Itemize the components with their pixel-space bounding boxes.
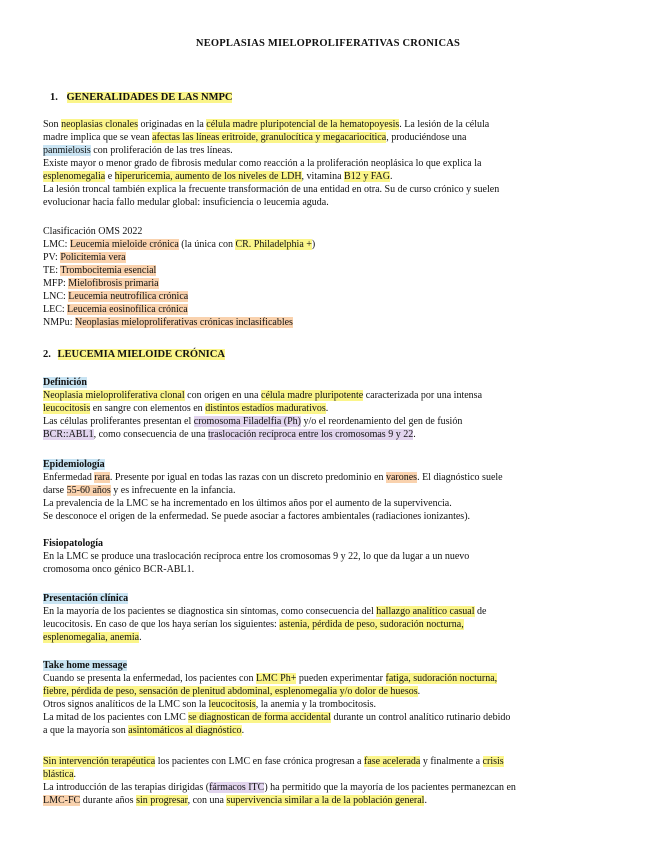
s1-paragraph-line-2 xyxy=(43,131,466,144)
text-run: : xyxy=(69,317,75,328)
text-run: : xyxy=(64,239,70,250)
text-run: Son xyxy=(43,119,62,130)
highlight: Sin intervención terapéutica xyxy=(43,756,156,767)
highlight: astenia, pérdida de peso, sudoración nocturna, xyxy=(279,619,464,630)
takehome-line-1 xyxy=(43,672,497,685)
text-run: los pacientes con LMC en fase crónica progresan a xyxy=(155,756,364,767)
text-run: : xyxy=(61,304,68,315)
text-run: de xyxy=(474,606,487,617)
epidemiologia-line-3: La prevalencia de la LMC se ha incrementado en los últimos años por el aumento de la supervivencia. xyxy=(43,498,452,509)
highlight: sin progresar xyxy=(136,795,188,806)
definicion-line-3 xyxy=(43,415,462,428)
section-1-number: 1. xyxy=(50,92,58,103)
definicion-line-1 xyxy=(43,389,482,402)
takehome-heading xyxy=(43,659,127,672)
text-run: leucocitosis. En caso de que los haya serían los siguientes: xyxy=(43,619,280,630)
text-run: e xyxy=(105,171,115,182)
subheading-label: Take home message xyxy=(43,660,128,671)
text-run: , vitamina xyxy=(301,171,345,182)
text-run: en sangre con elementos en xyxy=(90,403,206,414)
class-name: Trombocitemia esencial xyxy=(60,265,157,276)
class-name: Mielofibrosis primaria xyxy=(68,278,159,289)
section-2-title: LEUCEMIA MIELOIDE CRÓNICA xyxy=(57,349,225,360)
section-2-number: 2. xyxy=(43,349,51,360)
presentacion-line-2 xyxy=(43,618,464,631)
s1-paragraph-line-6: La lesión troncal también explica la frecuente transformación de una entidad en otra. Su de curso crónico y suelen xyxy=(43,184,500,195)
highlight: 55-60 años xyxy=(66,485,111,496)
highlight: fatiga, sudoración nocturna, xyxy=(385,673,498,684)
highlight-b12: B12 y FAG xyxy=(344,171,390,182)
classification-item-te xyxy=(43,264,156,277)
subheading-label: Definición xyxy=(43,377,87,388)
highlight-hiperuricemia: hiperuricemia, aumento de los niveles de LDH xyxy=(114,171,302,182)
text-run: . xyxy=(139,632,142,643)
class-code: LMC xyxy=(43,239,65,250)
epidemiologia-line-4: Se desconoce el origen de la enfermedad. Se puede asociar a factores ambientales (radiaciones ionizantes). xyxy=(43,511,471,522)
fisiopatologia-line-2: cromosoma onco génico BCR-ABL1. xyxy=(43,564,195,575)
definicion-heading xyxy=(43,376,87,389)
highlight: leucocitosis xyxy=(208,699,256,710)
text-run: con proliferación de las tres líneas. xyxy=(90,145,233,156)
classification-heading: Clasificación OMS 2022 xyxy=(43,226,143,237)
class-name: Leucemia eosinofílica crónica xyxy=(67,304,188,315)
text-run: caracterizada por una intensa xyxy=(363,390,483,401)
takehome-line-5 xyxy=(43,724,244,737)
highlight: varones xyxy=(385,472,418,483)
text-run: originadas en la xyxy=(137,119,207,130)
fisiopatologia-line-1: En la LMC se produce una traslocación recíproca entre los cromosomas 9 y 22, lo que da lugar a un nuevo xyxy=(43,551,470,562)
text-run: La introducción de las terapias dirigidas ( xyxy=(43,782,210,793)
highlight-philadelphia: CR. Philadelphia + xyxy=(235,239,312,250)
text-run: . xyxy=(417,686,421,697)
text-run: Las células proliferantes presentan el xyxy=(43,416,194,427)
takehome-line-2 xyxy=(43,685,420,698)
highlight: célula madre pluripotente xyxy=(261,390,364,401)
highlight: Neoplasia mieloproliferativa clonal xyxy=(43,390,185,401)
highlight: se diagnostican de forma accidental xyxy=(188,712,331,723)
text-run: : xyxy=(63,291,69,302)
s1-paragraph-line-3 xyxy=(43,144,233,157)
s1-paragraph-line-7: evolucionar hacia fallo medular global: insuficiencia o leucemia aguda. xyxy=(43,197,329,208)
text-run: durante un control analítico rutinario debido xyxy=(330,712,511,723)
highlight: fiebre, pérdida de peso, sensación de plenitud abdominal, esplenomegalia y/o dolor de huesos xyxy=(43,686,418,697)
text-run: Otros signos analíticos de la LMC son la xyxy=(43,699,209,710)
highlight-lineas: afectas las líneas eritroide, granulocítica y megacariocítica xyxy=(152,132,387,143)
highlight: LMC Ph+ xyxy=(255,673,297,684)
text-run: y/o el reordenamiento del gen de fusión xyxy=(300,416,463,427)
text-run: Cuando se presenta la enfermedad, los pacientes con xyxy=(43,673,256,684)
subheading-label: Epidemiología xyxy=(43,459,105,470)
highlight: LMC-FC xyxy=(43,795,81,806)
class-code: TE xyxy=(43,265,56,276)
highlight: hallazgo analítico casual xyxy=(376,606,475,617)
s1-paragraph-line-4: Existe mayor o menor grado de fibrosis medular como reacción a la proliferación neoplásica lo que explica la xyxy=(43,158,482,169)
text-run: En la mayoría de los pacientes se diagnostica sin síntomas, como consecuencia del xyxy=(43,606,377,617)
presentacion-heading xyxy=(43,592,128,605)
class-code: NMPu xyxy=(43,317,70,328)
text-run: , produciéndose una xyxy=(386,132,467,143)
presentacion-line-1 xyxy=(43,605,486,618)
class-code: PV xyxy=(43,252,56,263)
class-code: LNC xyxy=(43,291,63,302)
classification-item-lnc xyxy=(43,290,188,303)
highlight: fase acelerada xyxy=(364,756,421,767)
text-run: . xyxy=(389,171,393,182)
section-1-heading xyxy=(50,91,232,104)
text-run: . xyxy=(325,403,329,414)
document-title: NEOPLASIAS MIELOPROLIFERATIVAS CRONICAS xyxy=(195,38,461,49)
definicion-line-2 xyxy=(43,402,328,415)
closing-line-3 xyxy=(43,781,516,794)
classification-item-mfp xyxy=(43,277,159,290)
text-run: , con una xyxy=(187,795,227,806)
class-code: LEC xyxy=(43,304,62,315)
text-run: . xyxy=(73,769,77,780)
highlight: distintos estadíos madurativos xyxy=(205,403,326,414)
text-run: pueden experimentar xyxy=(296,673,386,684)
takehome-line-3 xyxy=(43,698,376,711)
highlight: supervivencia similar a la de la población general xyxy=(226,795,425,806)
text-run: ) xyxy=(311,239,316,250)
text-run: (la única con xyxy=(178,239,236,250)
highlight-panmielosis: panmielosis xyxy=(43,145,91,156)
text-run: madre implica que se vean xyxy=(43,132,153,143)
text-run: con origen en una xyxy=(184,390,261,401)
presentacion-line-3 xyxy=(43,631,142,644)
epidemiologia-heading xyxy=(43,458,105,471)
class-name: Neoplasias mieloproliferativas crónicas inclasificables xyxy=(74,317,293,328)
takehome-line-4 xyxy=(43,711,510,724)
epidemiologia-line-2 xyxy=(43,484,235,497)
text-run: y finalmente a xyxy=(420,756,483,767)
highlight: rara xyxy=(94,472,110,483)
highlight: crisis xyxy=(482,756,504,767)
highlight: fármacos ITC xyxy=(209,782,265,793)
s1-paragraph-line-5 xyxy=(43,170,392,183)
text-run: durante años xyxy=(80,795,137,806)
closing-line-2 xyxy=(43,768,76,781)
highlight-neoplasias: neoplasias clonales xyxy=(61,119,138,130)
highlight: traslocación recíproca entre los cromosomas 9 y 22 xyxy=(207,429,414,440)
class-name: Leucemia neutrofílica crónica xyxy=(68,291,189,302)
class-name: Leucemia mieloide crónica xyxy=(69,239,179,250)
closing-line-1 xyxy=(43,755,504,768)
subheading-label: Presentación clínica xyxy=(43,593,129,604)
class-name: Policitemia vera xyxy=(60,252,126,263)
highlight: leucocitosis xyxy=(43,403,91,414)
epidemiologia-line-1 xyxy=(43,471,503,484)
text-run: La mitad de los pacientes con LMC xyxy=(43,712,189,723)
classification-item-nmpu xyxy=(43,316,293,329)
text-run: . Presente por igual en todas las razas con un discreto predominio en xyxy=(109,472,386,483)
fisiopatologia-heading: Fisiopatología xyxy=(43,538,104,549)
text-run: : xyxy=(63,278,69,289)
highlight-celula-madre: célula madre pluripotencial de la hematopoyesis xyxy=(206,119,400,130)
text-run: a que la mayoría son xyxy=(43,725,129,736)
s1-paragraph-line-1 xyxy=(43,118,489,131)
classification-item-pv xyxy=(43,251,126,264)
highlight: blástica xyxy=(43,769,74,780)
section-2-heading xyxy=(43,348,225,361)
text-run: . La lesión de la célula xyxy=(399,119,490,130)
text-run: : xyxy=(55,265,61,276)
text-run: y es infrecuente en la infancia. xyxy=(110,485,236,496)
class-code: MFP xyxy=(43,278,64,289)
highlight: BCR::ABL1 xyxy=(43,429,94,440)
text-run: : xyxy=(55,252,61,263)
classification-item-lmc xyxy=(43,238,315,251)
highlight: esplenomegalia, anemia xyxy=(43,632,140,643)
highlight: cromosoma Filadelfia (Ph) xyxy=(193,416,301,427)
text-run: , como consecuencia de una xyxy=(93,429,208,440)
text-run: , la anemia y la trombocitosis. xyxy=(255,699,377,710)
text-run: darse xyxy=(43,485,67,496)
text-run: . xyxy=(424,795,427,806)
text-run: ) ha permitido que la mayoría de los pacientes permanezcan en xyxy=(264,782,516,793)
definicion-line-4 xyxy=(43,428,416,441)
highlight: asintomáticos al diagnóstico xyxy=(128,725,242,736)
section-1-title: GENERALIDADES DE LAS NMPC xyxy=(66,92,233,103)
highlight-esplenomegalia: esplenomegalia xyxy=(43,171,106,182)
text-run: . xyxy=(241,725,245,736)
text-run: Enfermedad xyxy=(43,472,95,483)
text-run: . El diagnóstico suele xyxy=(417,472,503,483)
classification-item-lec xyxy=(43,303,188,316)
closing-line-4 xyxy=(43,794,427,807)
text-run: . xyxy=(413,429,416,440)
